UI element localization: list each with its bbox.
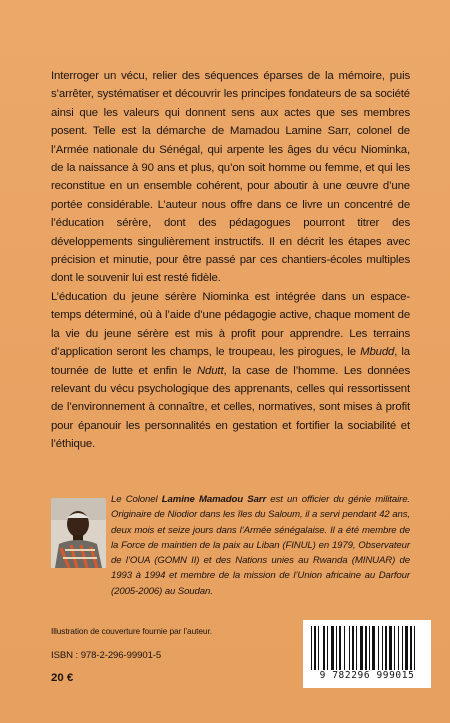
blurb-paragraph-1: Interroger un vécu, relier des séquences éparses de la mémoire, puis s’arrêter, systématiser et découvrir les principes fondateurs de sa société ainsi que les valeurs qui donnent sens aux actes que ses membres posent. Telle est la démarche de Mamadou Lamine Sarr, colonel de l’Armée nationale du Sénégal, qui arpente les âges du vécu Niominka, de la naissance à 90 ans et plus, qu’on soit homme ou femme, et qui les reconstitue en un ensemble cohérent, pour aboutir à une œuvre d’une portée considérable. L’auteur nous offre dans ce livre un concentré de l’éducation sérère, dont des pédagogues pourront titrer des développements singulièrement instructifs. Il en décrit les étapes avec précision et minutie, pour être passé par ces chantiers-écoles multiples dont le souvenir lui est resté fidèle. — [51, 70, 410, 285]
bio-prefix: Le Colonel — [111, 494, 162, 505]
author-photo — [51, 498, 106, 568]
blurb-text: , la case de l’homme. Les données relevant du vécu psychologique des apprenants, celles qui ressortissent de l’environnement à connaître, et celles, normatives, sont mises à profit pour épanouir les personnalités en gestation et fortifier la sociabilité et l’éthique. — [51, 364, 410, 451]
blurb-text: , la tournée de lutte et enfin le — [51, 346, 410, 377]
bio-body: est un officier du génie militaire. Originaire de Niodior dans les îles du Saloum, il a servi pendant 42 ans, deux mois et seize jours dans l’Armée sénégalaise. Il a été membre de la Force de maintien de la paix au Liban (FINUL) en 1979, Observateur de l’OUA (GOMN II) et des Nations unies au Rwanda (MINUAR) de 1993 à 1994 et membre de la mission de l’Union africaine au Darfour (2005-2006) au Soudan. — [111, 494, 411, 597]
isbn: ISBN : 978-2-296-99901-5 — [51, 650, 162, 661]
blurb-text: L’éducation du jeune sérère Niominka est intégrée dans un espace-temps déterminé, où à l’aide d’une pédagogie active, chaque moment de la vie du jeune sérère est mis à profit pour apprendre. Les terrains d’application seront les champs, le troupeau, les pirogues, le — [51, 290, 410, 359]
author-bio-section — [51, 492, 410, 612]
author-name: Lamine Mamadou Sarr — [161, 494, 267, 505]
blurb — [51, 67, 410, 454]
author-bio-text — [111, 492, 410, 599]
blurb-paragraph-2 — [51, 288, 410, 454]
blurb-term-mbudd: Mbudd — [360, 346, 395, 359]
barcode — [303, 620, 431, 688]
price: 20 € — [51, 672, 74, 684]
barcode-number: 9 782296 999015 — [319, 670, 415, 681]
blurb-term-ndutt: Ndutt — [196, 364, 224, 377]
barcode-bars — [311, 626, 423, 670]
cover-credit: Illustration de couverture fournie par l’auteur. — [51, 626, 212, 636]
